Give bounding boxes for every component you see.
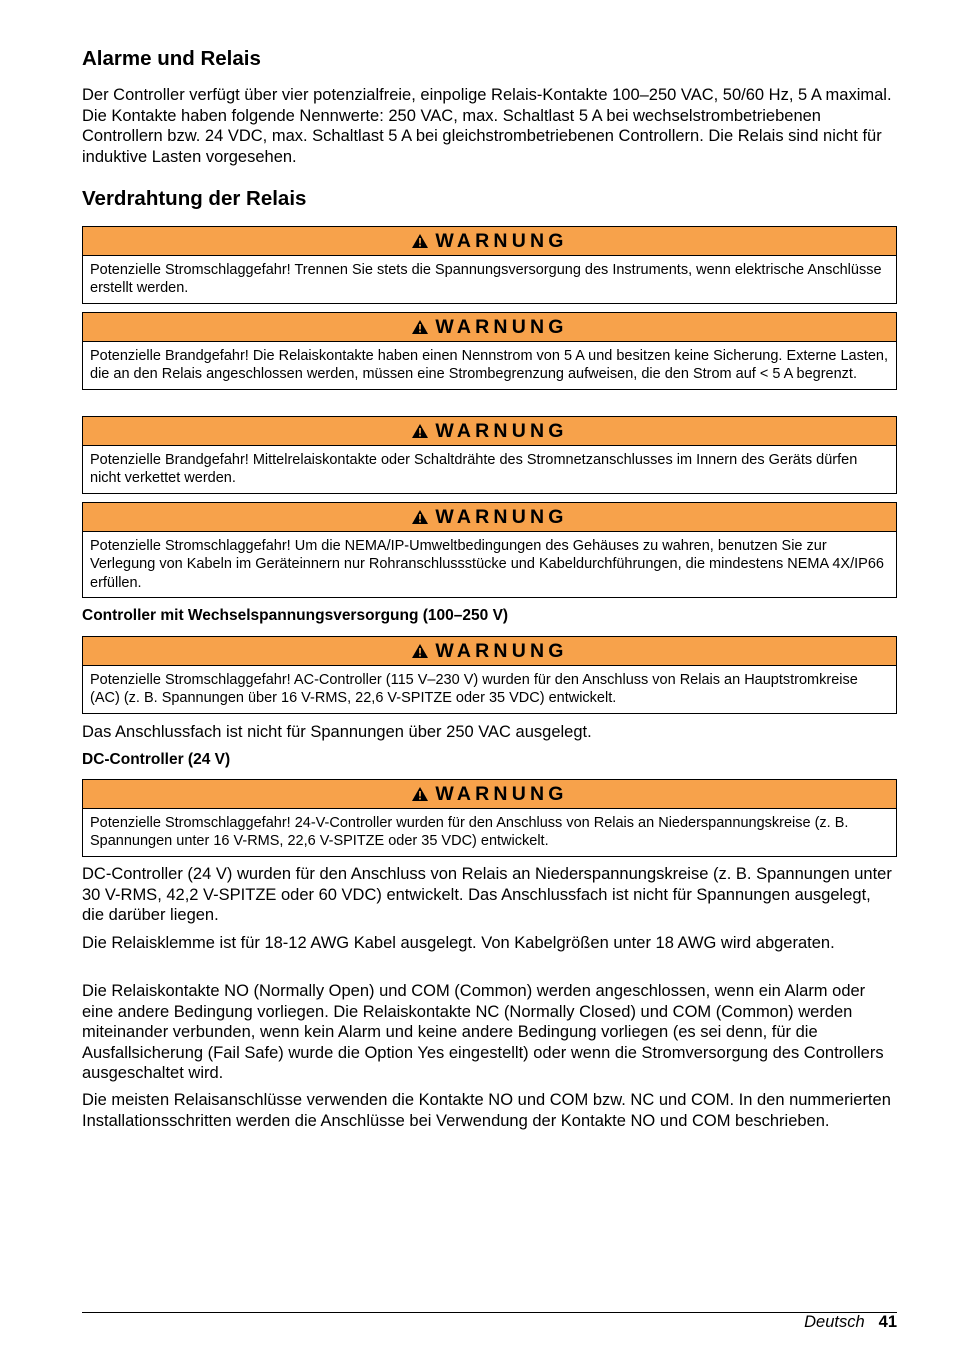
warning-header xyxy=(83,313,896,342)
warning-text: Potenzielle Stromschlaggefahr! 24-V-Controller wurden für den Anschluss von Relais an Niederspannungskreise (z. B. Spannungen unter 16 V-RMS, 22,6 V-SPITZE oder 35 VDC) entwickelt. xyxy=(90,815,849,850)
intro-paragraph: Der Controller verfügt über vier potenzialfreie, einpolige Relais-Kontakte 100–250 VAC, 50/60 Hz, 5 A maximal. Die Kontakte haben folgende Nennwerte: 250 VAC, max. Schaltlast 5 A bei wechselstrombetriebenen Controllern bzw. 24 VDC, max. Schaltlast 5 A bei gleichstrombetriebenen Controllern. Die Relais sind nicht für induktive Lasten vorgesehen. xyxy=(82,86,892,166)
warning-header xyxy=(83,637,896,666)
ac-note: Das Anschlussfach ist nicht für Spannungen über 250 VAC ausgelegt. xyxy=(82,723,592,741)
page-number: 41 xyxy=(878,1312,897,1331)
warning-label: WARNUNG xyxy=(435,229,568,252)
warning-box xyxy=(82,636,897,714)
warning-triangle-icon xyxy=(411,509,429,525)
footer-divider xyxy=(82,1312,897,1313)
warning-box xyxy=(82,312,897,390)
warning-text: Potenzielle Stromschlaggefahr! Trennen Sie stets die Spannungsversorgung des Instruments, wenn elektrische Anschlüsse erstellt werden. xyxy=(90,262,882,297)
page-footer xyxy=(804,1312,897,1332)
warning-label: WARNUNG xyxy=(435,315,568,338)
warning-text: Potenzielle Stromschlaggefahr! Um die NEMA/IP-Umweltbedingungen des Gehäuses zu wahren, benutzen Sie zur Verlegung von Kabeln im Geräteinnern nur Rohranschlussstücke und Kabeldurchführungen, die mindestens NEMA 4X/IP66 erfüllen. xyxy=(90,538,884,591)
warning-box xyxy=(82,502,897,598)
footer-language: Deutsch xyxy=(804,1312,865,1331)
warning-box xyxy=(82,416,897,494)
dc-paragraph: Die Relaiskontakte NO (Normally Open) und COM (Common) werden angeschlossen, wenn ein Alarm oder eine andere Bedingung vorliegen. Die Relaiskontakte NC (Normally Closed) und COM (Common) werden miteinander verbunden, wenn kein Alarm und keine andere Bedingung vorliegen (es sei denn, für die Ausfallsicherung (Fail Safe) wurde die Option Yes eingestellt) oder wenn die Stromversorgung des Controllers ausgeschaltet wird. xyxy=(82,982,884,1082)
warning-header xyxy=(83,227,896,256)
warning-triangle-icon xyxy=(411,319,429,335)
warning-label: WARNUNG xyxy=(435,505,568,528)
heading-verdrahtung-der-relais: Verdrahtung der Relais xyxy=(82,187,307,210)
warning-label: WARNUNG xyxy=(435,782,568,805)
warning-header xyxy=(83,417,896,446)
warning-triangle-icon xyxy=(411,423,429,439)
heading-alarme-und-relais: Alarme und Relais xyxy=(82,47,261,70)
warning-triangle-icon xyxy=(411,233,429,249)
heading-dc-controller: DC-Controller (24 V) xyxy=(82,751,231,768)
warning-triangle-icon xyxy=(411,786,429,802)
dc-paragraph: Die meisten Relaisanschlüsse verwenden die Kontakte NO und COM bzw. NC und COM. In den nummerierten Installationsschritten werden die Anschlüsse bei Verwendung der Kontakte NO und COM beschrieben. xyxy=(82,1091,891,1130)
dc-paragraph: Die Relaisklemme ist für 18-12 AWG Kabel ausgelegt. Von Kabelgrößen unter 18 AWG wird abgeraten. xyxy=(82,934,835,952)
warning-label: WARNUNG xyxy=(435,419,568,442)
warning-box xyxy=(82,226,897,304)
heading-ac-controller: Controller mit Wechselspannungsversorgung (100–250 V) xyxy=(82,607,509,624)
warning-header xyxy=(83,503,896,532)
warning-box xyxy=(82,779,897,857)
warning-triangle-icon xyxy=(411,643,429,659)
dc-paragraph: DC-Controller (24 V) wurden für den Anschluss von Relais an Niederspannungskreise (z. B. Spannungen unter 30 V-RMS, 42,2 V-SPITZE oder 60 VDC) entwickelt. Das Anschlussfach ist nicht für Spannungen ausgelegt, die darüber liegen. xyxy=(82,865,892,924)
warning-text: Potenzielle Brandgefahr! Mittelrelaiskontakte oder Schaltdrähte des Stromnetzanschlusses im Innern des Geräts dürfen nicht verkettet werden. xyxy=(90,452,858,487)
warning-label: WARNUNG xyxy=(435,639,568,662)
warning-text: Potenzielle Brandgefahr! Die Relaiskontakte haben einen Nennstrom von 5 A und besitzen keine Sicherung. Externe Lasten, die an den Relais angeschlossen werden, müssen eine Strombegrenzung aufweisen, die den Strom auf < 5 A begrenzt. xyxy=(90,348,889,383)
warning-text: Potenzielle Stromschlaggefahr! AC-Controller (115 V–230 V) wurden für den Anschluss von Relais an Hauptstromkreise (AC) (z. B. Spannungen über 16 V-RMS, 22,6 V-SPITZE oder 35 VDC) entwickelt. xyxy=(90,672,858,707)
warning-header xyxy=(83,780,896,809)
